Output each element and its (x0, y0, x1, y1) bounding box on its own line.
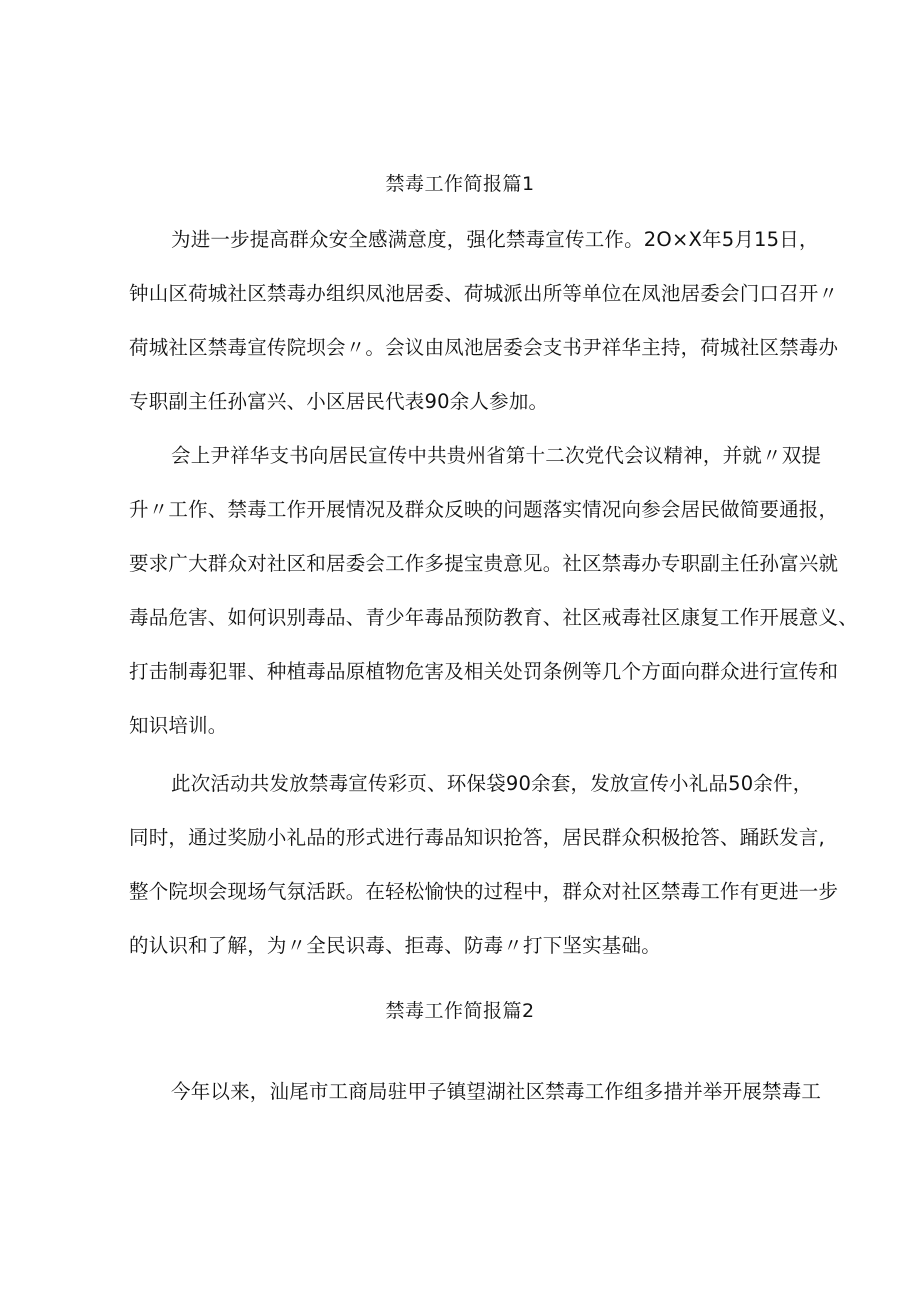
text-line: 此次活动共发放禁毒宣传彩页、环保袋90余套，发放宣传小礼品50余件， (171, 772, 813, 795)
text-line: 打击制毒犯罪、种植毒品原植物危害及相关处罚条例等几个方面向群众进行宣传和 (129, 660, 839, 683)
text-line: 要求广大群众对社区和居委会工作多提宝贵意见。社区禁毒办专职副主任孙富兴就 (129, 552, 839, 575)
text-line: 升〃工作、禁毒工作开展情况及群众反映的问题落实情况向参会居民做简要通报， (129, 498, 839, 521)
text-line: 会上尹祥华支书向居民宣传中共贵州省第十二次党代会议精神，并就〃双提 (171, 444, 822, 467)
text-line: 钟山区荷城社区禁毒办组织凤池居委、荷城派出所等单位在凤池居委会门口召开〃 (129, 282, 839, 305)
text-line: 整个院坝会现场气氛活跃。在轻松愉快的过程中，群众对社区禁毒工作有更进一步 (129, 880, 839, 903)
text-line: 毒品危害、如何识别毒品、青少年毒品预防教育、社区戒毒社区康复工作开展意义、 (129, 606, 858, 629)
text-line: 专职副主任孙富兴、小区居民代表90余人参加。 (129, 390, 549, 413)
paragraph (129, 1080, 822, 1134)
text-line: 知识培训。 (129, 714, 228, 737)
paragraph (129, 228, 839, 444)
text-line: 荷城社区禁毒宣传院坝会〃。会议由凤池居委会支书尹祥华主持，荷城社区禁毒办 (129, 336, 839, 359)
paragraph (129, 772, 839, 988)
paragraph (129, 444, 858, 768)
text-line: 同时，通过奖励小礼品的形式进行毒品知识抢答，居民群众积极抢答、踊跃发言, (129, 826, 825, 849)
text-line: 今年以来，汕尾市工商局驻甲子镇望湖社区禁毒工作组多措并举开展禁毒工 (171, 1080, 822, 1103)
text-line: 为进一步提高群众安全感满意度，强化禁毒宣传工作。2O×X年5月15日， (171, 228, 819, 251)
section-title: 禁毒工作简报篇2 (385, 1000, 535, 1022)
section-title: 禁毒工作简报篇1 (385, 173, 535, 195)
text-line: 的认识和了解，为〃全民识毒、拒毒、防毒〃打下坚实基础。 (129, 934, 661, 957)
